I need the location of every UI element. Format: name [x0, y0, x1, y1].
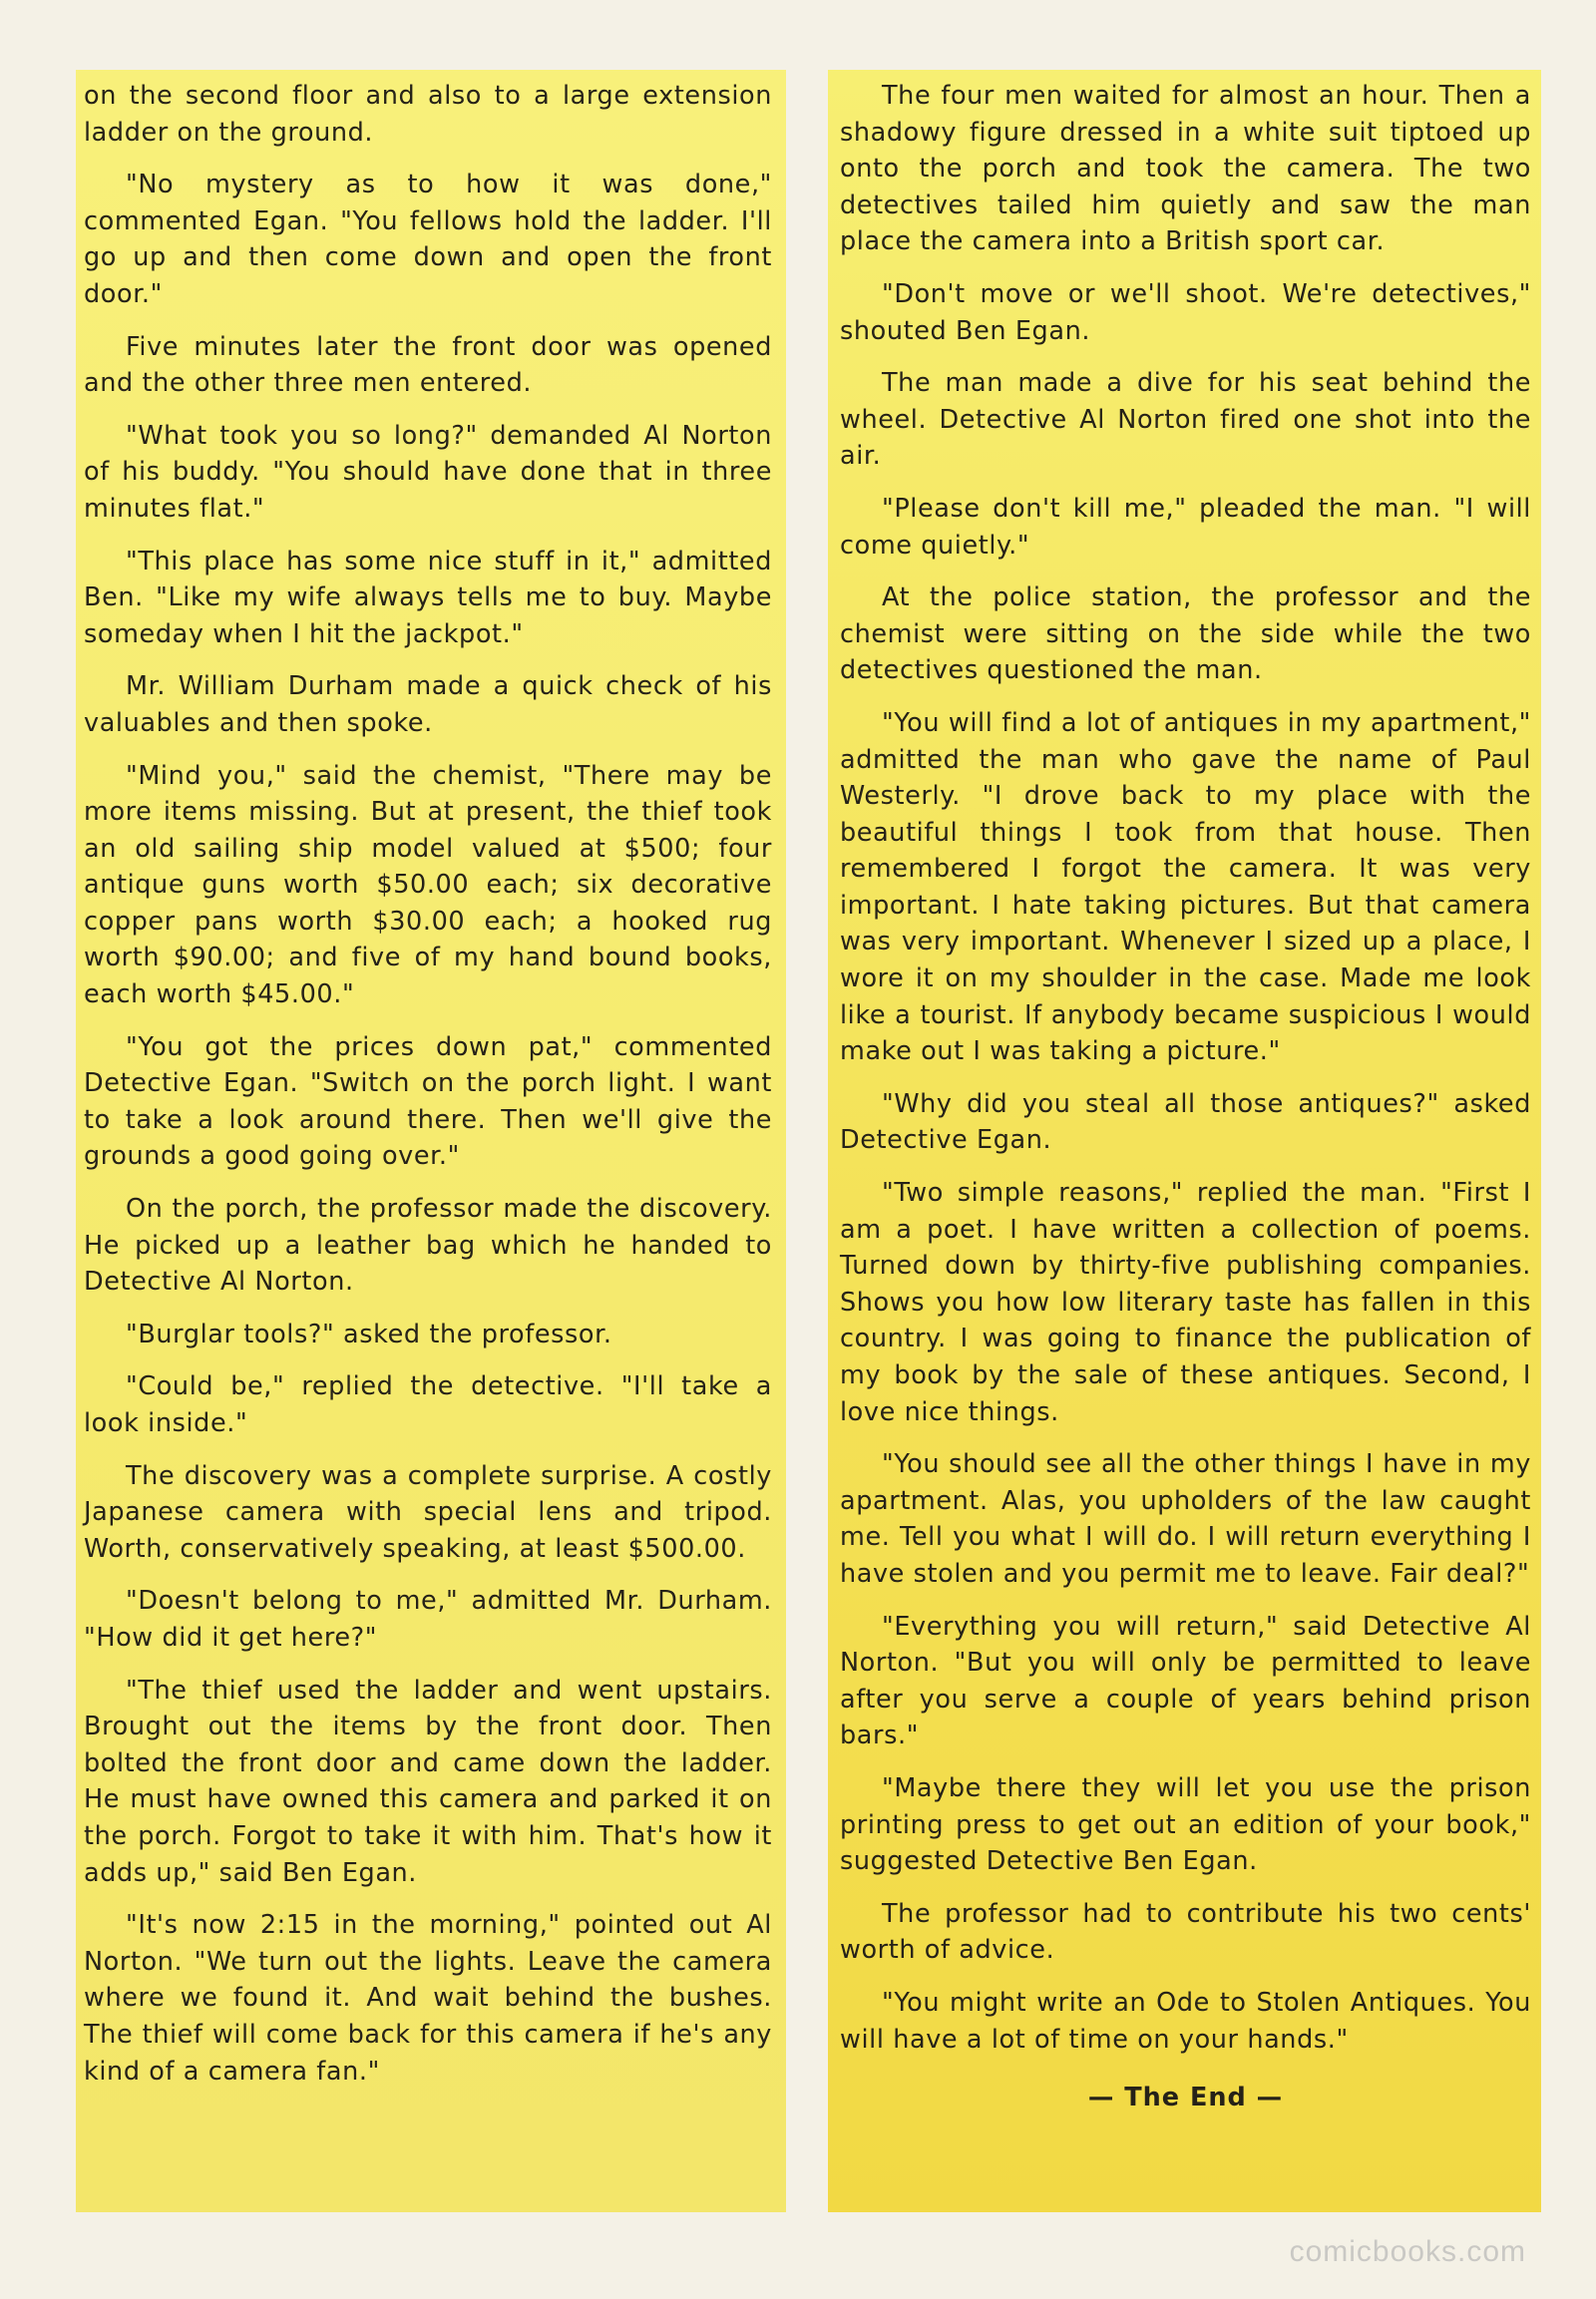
story-paragraph: "Everything you will return," said Detective Al Norton. "But you will only be permitted to leave after you serve a couple of years behind prison bars." [840, 1611, 1531, 1751]
story-paragraph: At the police station, the professor and the chemist were sitting on the side while the two detectives questioned the man. [840, 582, 1531, 686]
story-paragraph: "The thief used the ladder and went upstairs. Brought out the items by the front door. Then bolted the front door and came down the ladder. He must have owned this camera and parked it on the porch. Forgot to take it with him. That's how it adds up," said Ben Egan. [84, 1675, 772, 1888]
right-column [828, 70, 1541, 2212]
story-paragraph: "This place has some nice stuff in it," admitted Ben. "Like my wife always tells me to buy. Maybe someday when I hit the jackpot." [84, 546, 772, 649]
story-paragraph: "Two simple reasons," replied the man. "First I am a poet. I have written a collection of poems. Turned down by thirty-five publishing companies. Shows you how low literary taste has fallen in this country. I was going to finance the publication of my book by the sale of these antiques. Second, I love nice things. [840, 1178, 1531, 1427]
story-paragraph: "Doesn't belong to me," admitted Mr. Durham. "How did it get here?" [84, 1586, 772, 1653]
story-paragraph: "You got the prices down pat," commented Detective Egan. "Switch on the porch light. I want to take a look around there. Then we'll give the grounds a good going over." [84, 1031, 772, 1172]
story-paragraph: "You might write an Ode to Stolen Antiques. You will have a lot of time on your hands." [840, 1987, 1531, 2055]
story-paragraph: "You should see all the other things I have in my apartment. Alas, you upholders of the law caught me. Tell you what I will do. I will return everything I have stolen and you permit me to leave. Fair deal?" [840, 1449, 1531, 1589]
story-paragraph: "Burglar tools?" asked the professor. [126, 1319, 612, 1349]
story-paragraph: The four men waited for almost an hour. Then a shadowy figure dressed in a white suit tiptoed up onto the porch and took the camera. The two detectives tailed him quietly and saw the man place the camera into a British sport car. [840, 81, 1531, 257]
story-paragraph: "Why did you steal all those antiques?" asked Detective Egan. [840, 1088, 1531, 1156]
story-paragraph: The professor had to contribute his two cents' worth of advice. [840, 1898, 1531, 1966]
left-column [76, 70, 786, 2212]
story-paragraph: "You will find a lot of antiques in my apartment," admitted the man who gave the name of Paul Westerly. "I drove back to my place with the beautiful things I took from that house. Then remembered I forgot the camera. It was very important. I hate taking pictures. But that camera was very important. Whenever I sized up a place, I wore it on my shoulder in the case. Made me look like a tourist. If anybody became suspicious I would make out I was taking a picture." [840, 707, 1531, 1067]
story-paragraph: "Don't move or we'll shoot. We're detectives," shouted Ben Egan. [840, 278, 1531, 346]
story-paragraph: "Could be," replied the detective. "I'll take a look inside." [84, 1371, 772, 1438]
story-paragraph: The man made a dive for his seat behind the wheel. Detective Al Norton fired one shot into the air. [840, 368, 1531, 472]
story-paragraph: The discovery was a complete surprise. A costly Japanese camera with special lens and tripod. Worth, conservatively speaking, at least $500.00. [84, 1460, 772, 1564]
story-paragraph: on the second floor and also to a large extension ladder on the ground. [84, 81, 772, 148]
watermark: comicbooks.com [1289, 2235, 1526, 2268]
story-paragraph: "Please don't kill me," pleaded the man. "I will come quietly." [840, 493, 1531, 561]
story-paragraph: Five minutes later the front door was opened and the other three men entered. [84, 331, 772, 399]
story-paragraph: "Mind you," said the chemist, "There may be more items missing. But at present, the thief took an old sailing ship model valued at $500; four antique guns worth $50.00 each; six decorative copper pans worth $30.00 each; a hooked rug worth $90.00; and five of my hand bound books, each worth $45.00." [84, 760, 772, 1010]
story-paragraph: "It's now 2:15 in the morning," pointed out Al Norton. "We turn out the lights. Leave the camera where we found it. And wait behind the bushes. The thief will come back for this camera if he's any kind of a camera fan." [84, 1910, 772, 2087]
story-paragraph: "What took you so long?" demanded Al Norton of his buddy. "You should have done that in three minutes flat." [84, 420, 772, 524]
the-end-label: — The End — [1087, 2083, 1284, 2113]
story-paragraph: "Maybe there they will let you use the prison printing press to get out an edition of your book," suggested Detective Ben Egan. [840, 1772, 1531, 1877]
story-paragraph: On the porch, the professor made the discovery. He picked up a leather bag which he handed to Detective Al Norton. [84, 1194, 772, 1298]
story-paragraph: Mr. William Durham made a quick check of his valuables and then spoke. [84, 671, 772, 738]
story-paragraph: "No mystery as to how it was done," commented Egan. "You fellows hold the ladder. I'll go up and then come down and open the front door." [84, 170, 772, 309]
